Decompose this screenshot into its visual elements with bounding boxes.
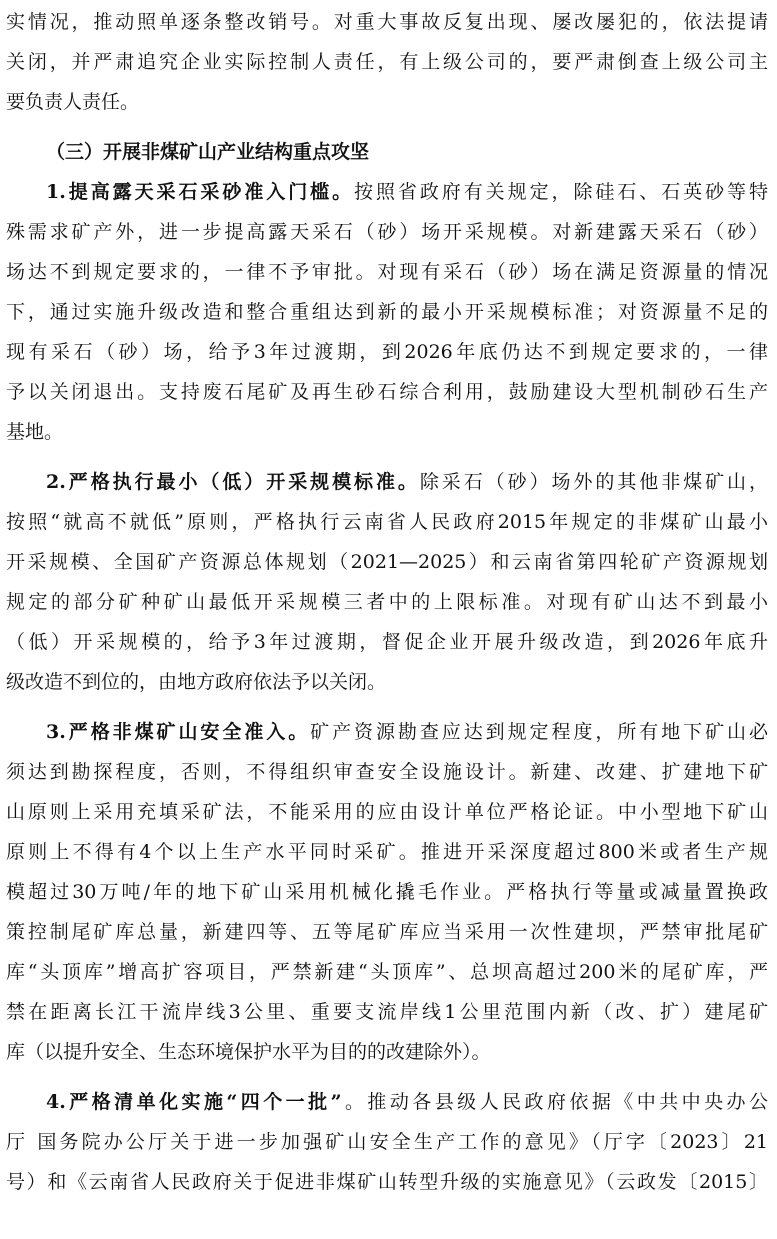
text-line: 予以关闭退出。支持废石尾矿及再生砂石综合利用，鼓励建设大型机制砂石生产 bbox=[6, 381, 768, 403]
text-line: 库（以提升安全、生态环境保护水平为目的的改建除外）。 bbox=[6, 1041, 491, 1063]
text-line: 原则上不得有4个以上生产水平同时采矿。推进开采深度超过800米或者生产规 bbox=[6, 841, 768, 863]
item-4-rest: 。推动各县级人民政府依据《中共中央办公 bbox=[341, 1091, 768, 1113]
text-line: 模超过30万吨/年的地下矿山采用机械化撬毛作业。严格执行等量或减量置换政 bbox=[6, 881, 768, 903]
item-1-rest: 按照省政府有关规定，除硅石、石英砂等特 bbox=[354, 181, 768, 203]
text-line: 须达到勘探程度，否则，不得组织审查安全设施设计。新建、改建、扩建地下矿 bbox=[6, 761, 768, 783]
paragraph-first-line bbox=[46, 712, 768, 752]
text-line: 号）和《云南省人民政府关于促进非煤矿山转型升级的实施意见》（云政发〔2015〕 bbox=[6, 1171, 768, 1193]
paragraph-first-line bbox=[46, 462, 768, 502]
text-line: 现有采石（砂）场，给予3年过渡期，到2026年底仍达不到规定要求的，一律 bbox=[6, 341, 768, 363]
paragraph-first-line bbox=[46, 172, 768, 212]
text-line: （低）开采规模的，给予3年过渡期，督促企业开展升级改造，到2026年底升 bbox=[6, 631, 768, 653]
text-line: 策控制尾矿库总量，新建四等、五等尾矿库应当采用一次性建坝，严禁审批尾矿 bbox=[6, 921, 768, 943]
text-line: 殊需求矿产外，进一步提高露天采石（砂）场开采规模。对新建露天采石（砂） bbox=[6, 221, 768, 243]
text-line: 级改造不到位的，由地方政府依法予以关闭。 bbox=[6, 671, 387, 693]
section-heading: （三）开展非煤矿山产业结构重点攻坚 bbox=[46, 141, 370, 163]
text-line: 要负责人责任。 bbox=[6, 91, 140, 113]
item-3-rest: 矿产资源勘查应达到规定程度，所有地下矿山必 bbox=[310, 721, 768, 743]
text-line: 开采规模、全国矿产资源总体规划（2021—2025）和云南省第四轮矿产资源规划 bbox=[6, 551, 768, 573]
text-line: 按照“就高不就低”原则，严格执行云南省人民政府2015年规定的非煤矿山最小 bbox=[6, 511, 768, 533]
item-1-lead: 1.提高露天采石采砂准入门槛。 bbox=[46, 181, 355, 203]
item-3-lead: 3.严格非煤矿山安全准入。 bbox=[46, 721, 311, 743]
text-line: 下，通过实施升级改造和整合重组达到新的最小开采规模标准；对资源量不足的 bbox=[6, 301, 768, 323]
text-line: 山原则上采用充填采矿法，不能采用的应由设计单位严格论证。中小型地下矿山 bbox=[6, 801, 768, 823]
text-line: 关闭，并严肃追究企业实际控制人责任，有上级公司的，要严肃倒查上级公司主 bbox=[6, 51, 768, 73]
text-line: 基地。 bbox=[6, 421, 64, 443]
text-line: 禁在距离长江干流岸线3公里、重要支流岸线1公里范围内新（改、扩）建尾矿 bbox=[6, 1001, 768, 1023]
item-2-lead: 2.严格执行最小（低）开采规模标准。 bbox=[46, 471, 420, 493]
text-line: 厅 国务院办公厅关于进一步加强矿山安全生产工作的意见》（厅字〔2023〕21 bbox=[6, 1131, 768, 1153]
text-line: 规定的部分矿种矿山最低开采规模三者中的上限标准。对现有矿山达不到最小 bbox=[6, 591, 768, 613]
paragraph-first-line bbox=[46, 1082, 768, 1122]
item-2-rest: 除采石（砂）场外的其他非煤矿山， bbox=[419, 471, 768, 493]
text-line: 实情况，推动照单逐条整改销号。对重大事故反复出现、屡改屡犯的，依法提请 bbox=[6, 11, 768, 33]
text-line: 场达不到规定要求的，一律不予审批。对现有采石（砂）场在满足资源量的情况 bbox=[6, 261, 768, 283]
item-4-lead: 4.严格清单化实施“四个一批” bbox=[46, 1091, 342, 1113]
text-line: 库“头顶库”增高扩容项目，严禁新建“头顶库”、总坝高超过200米的尾矿库，严 bbox=[6, 961, 768, 983]
